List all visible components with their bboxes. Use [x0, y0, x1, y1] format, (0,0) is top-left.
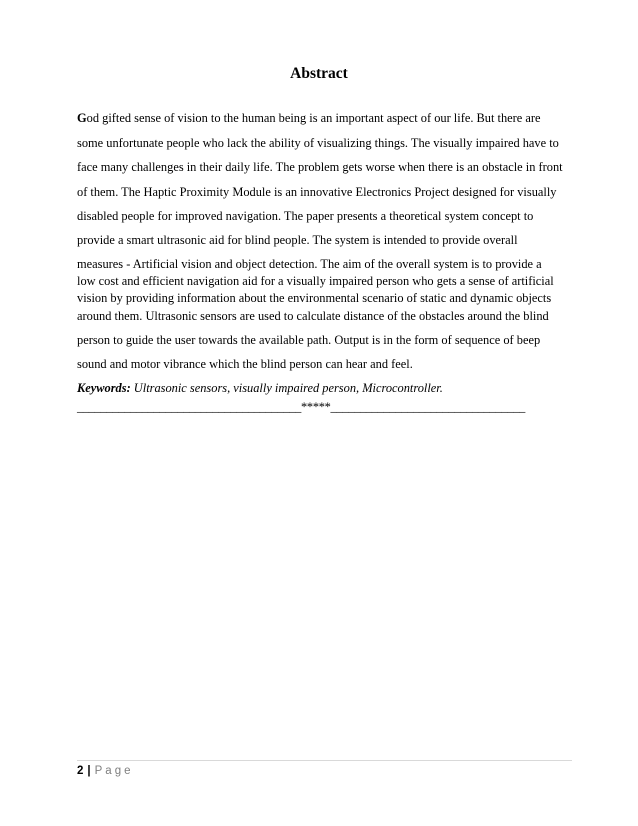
abstract-heading: Abstract [290, 65, 348, 82]
abstract-line-1-text: od gifted sense of vision to the human being is an important aspect of our life. But there are [86, 111, 541, 125]
page-footer [77, 764, 133, 778]
abstract-line-7: measures - Artificial vision and object detection. The aim of the overall system is to provide a [77, 257, 542, 271]
page-number: 2 [77, 765, 84, 777]
separator-line: ______________________________________*****_________________________________ [77, 400, 526, 414]
abstract-line-10: around them. Ultrasonic sensors are used to calculate distance of the obstacles around the blind [77, 309, 549, 323]
abstract-line-5: disabled people for improved navigation. The paper presents a theoretical system concept to [77, 209, 534, 223]
page-label: Page [94, 765, 134, 777]
abstract-line-6: provide a smart ultrasonic aid for blind people. The system is intended to provide overall [77, 233, 518, 247]
abstract-line-3: face many challenges in their daily life. The problem gets worse when there is an obstacle in front [77, 160, 563, 174]
abstract-line-11: person to guide the user towards the available path. Output is in the form of sequence of beep [77, 333, 541, 347]
footer-rule [77, 760, 572, 761]
abstract-line-12: sound and motor vibrance which the blind person can hear and feel. [77, 357, 413, 371]
abstract-line-4: of them. The Haptic Proximity Module is an innovative Electronics Project designed for visually [77, 185, 557, 199]
abstract-line-2: some unfortunate people who lack the ability of visualizing things. The visually impaired have to [77, 136, 559, 150]
abstract-line-9: vision by providing information about the environmental scenario of static and dynamic objects [77, 291, 552, 305]
drop-letter: G [77, 111, 87, 125]
keywords-line [77, 380, 443, 396]
abstract-line-8: low cost and efficient navigation aid for a visually impaired person who gets a sense of artificial [77, 274, 554, 288]
abstract-line-1 [77, 110, 541, 126]
keywords-label: Keywords: [77, 381, 131, 395]
footer-divider: | [87, 765, 91, 777]
keywords-text: Ultrasonic sensors, visually impaired person, Microcontroller. [130, 381, 443, 395]
